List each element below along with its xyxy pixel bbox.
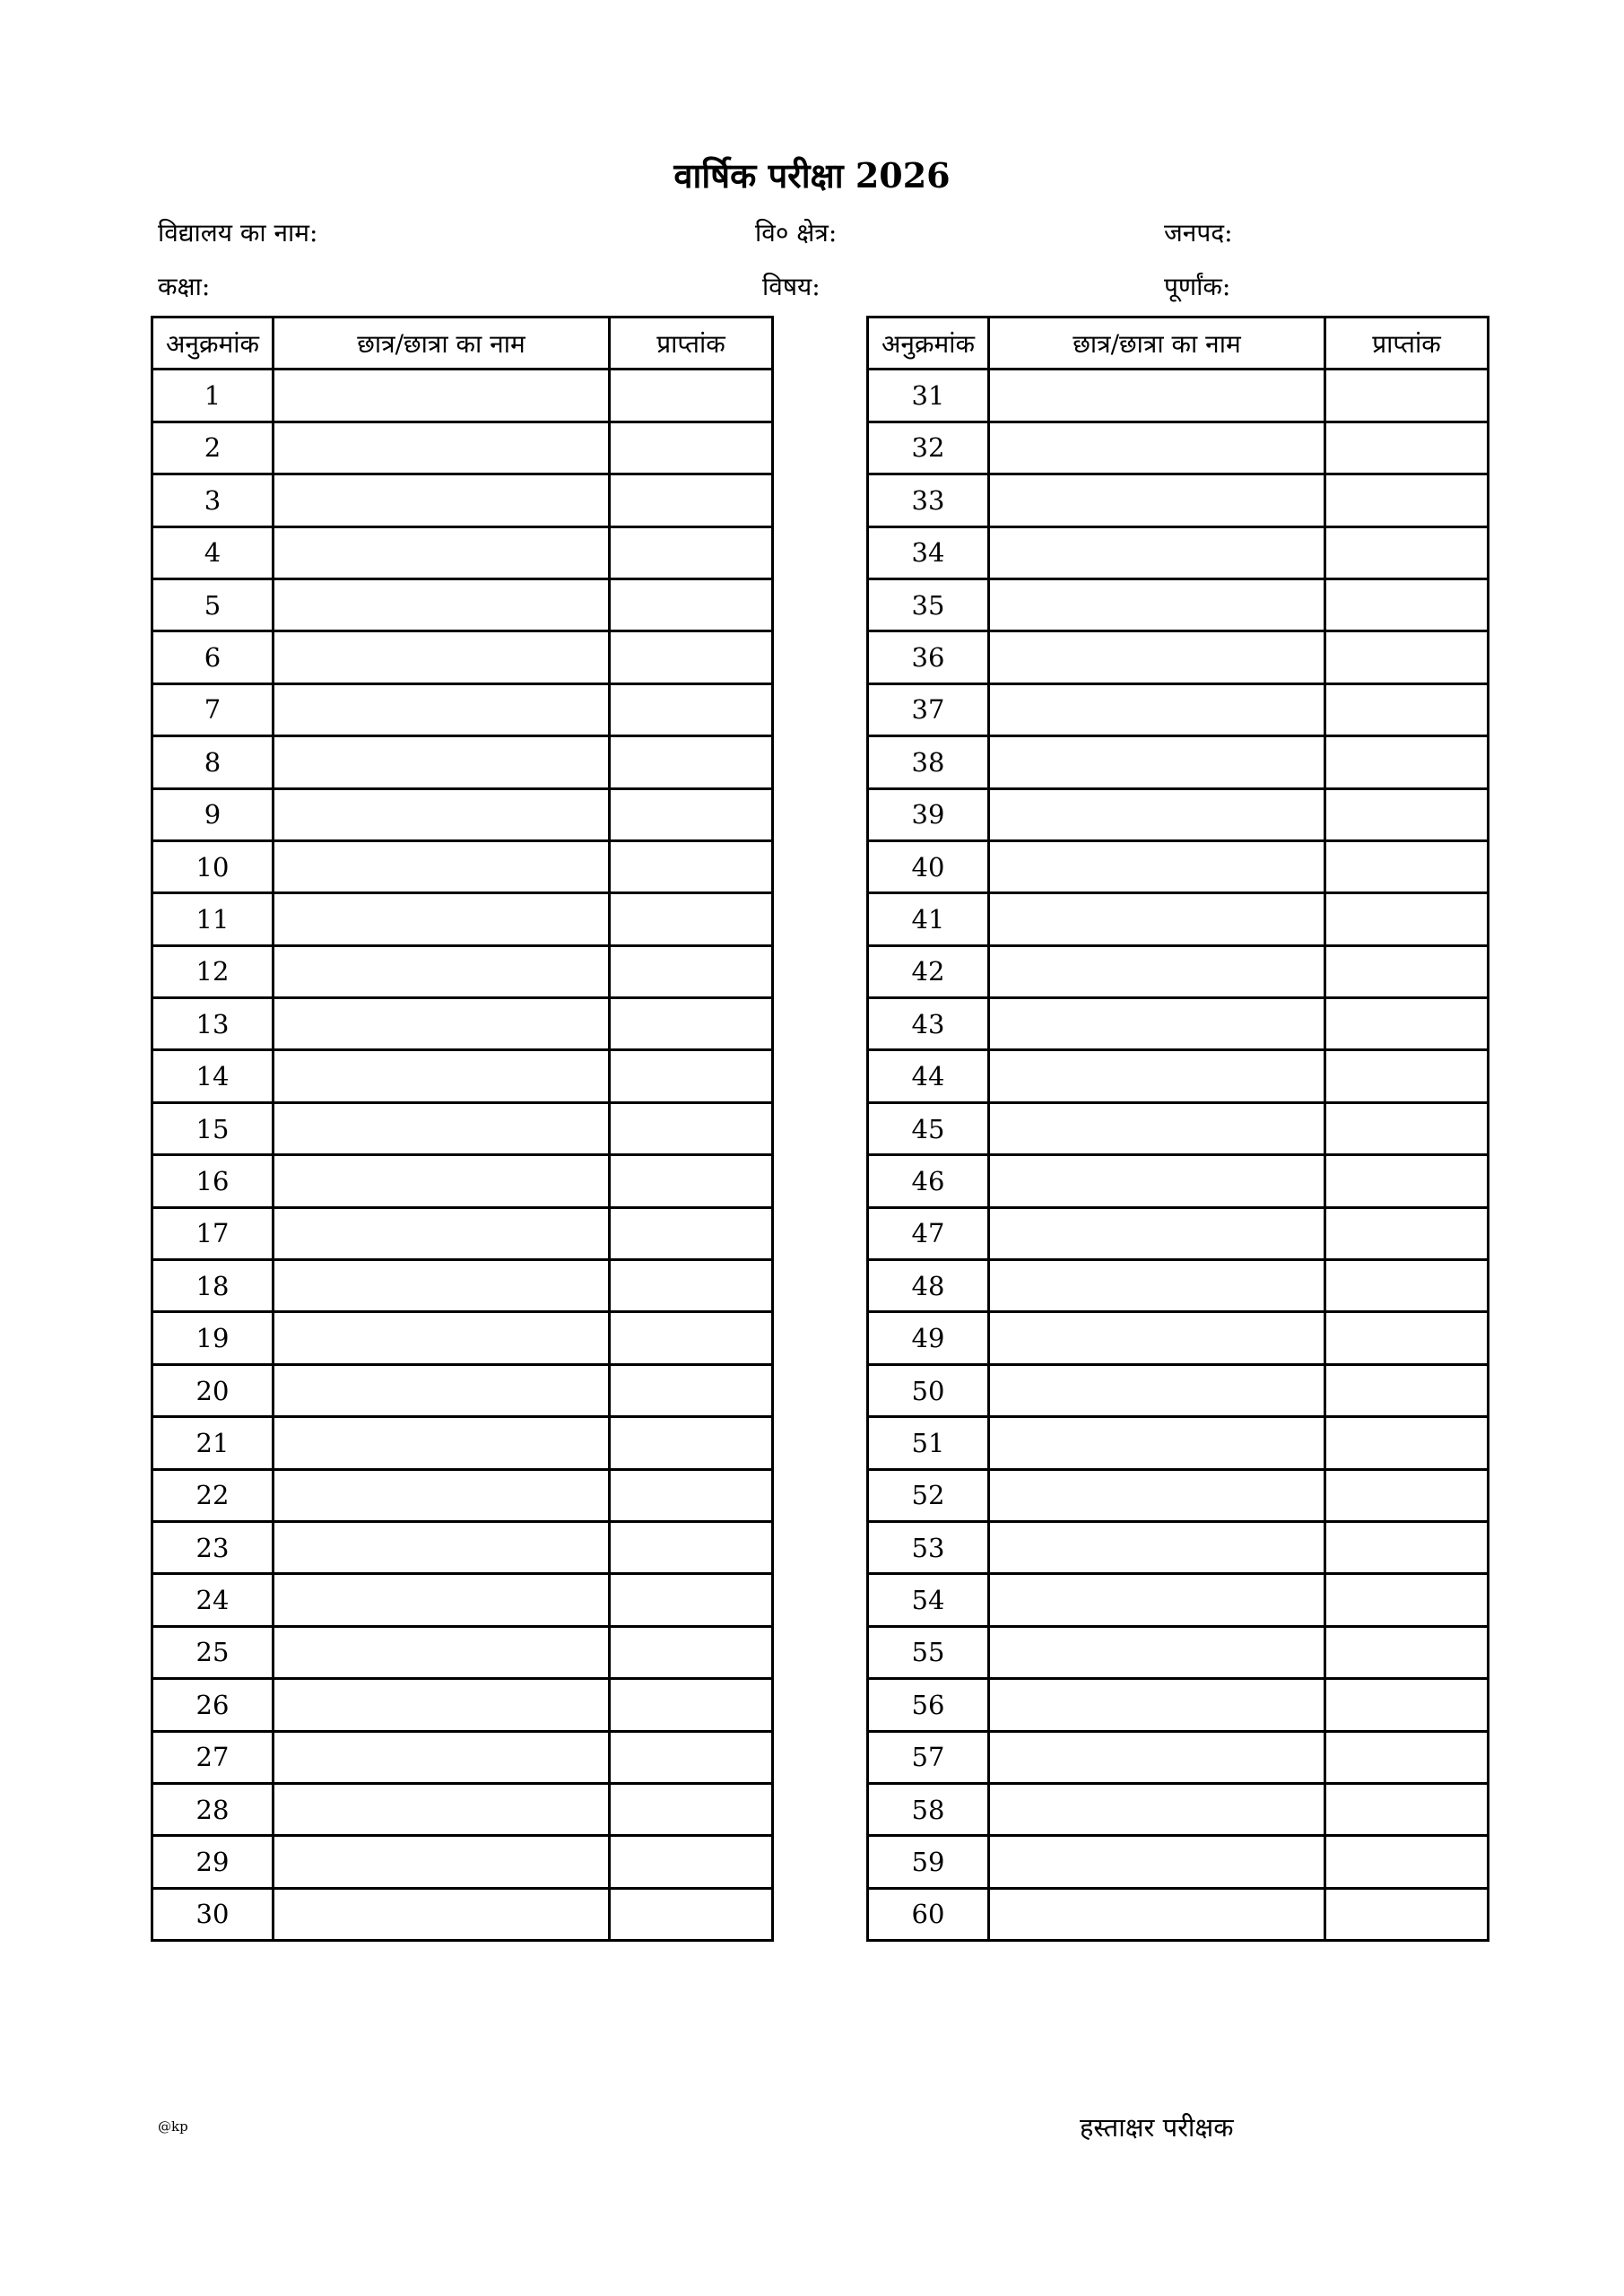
roll-number-cell: 49 [868,1312,989,1364]
student-name-cell[interactable] [989,1050,1325,1102]
marks-table-right [866,316,1489,1942]
marks-obtained-cell[interactable] [1325,1731,1489,1783]
table-row [152,736,773,788]
roll-number-cell: 28 [152,1783,274,1835]
student-name-cell[interactable] [274,422,610,474]
student-name-cell[interactable] [989,1312,1325,1364]
table-row [868,840,1489,892]
table-row [868,1155,1489,1207]
marks-obtained-cell[interactable] [610,474,773,526]
roll-number-cell: 58 [868,1783,989,1835]
table-row [868,1260,1489,1312]
student-name-cell[interactable] [274,526,610,578]
marks-obtained-cell[interactable] [610,631,773,683]
roll-number-cell: 23 [152,1521,274,1573]
marks-obtained-cell[interactable] [1325,1679,1489,1731]
roll-number-cell: 21 [152,1417,274,1469]
student-name-cell[interactable] [274,1417,610,1469]
marks-obtained-cell[interactable] [610,1102,773,1154]
marks-obtained-header: प्राप्तांक [1325,317,1489,370]
marks-obtained-cell[interactable] [610,1679,773,1731]
roll-number-cell: 44 [868,1050,989,1102]
marks-obtained-cell[interactable] [610,998,773,1050]
student-name-cell[interactable] [989,1364,1325,1416]
student-name-cell[interactable] [274,578,610,631]
marks-obtained-cell[interactable] [1325,370,1489,422]
roll-number-cell: 20 [152,1364,274,1416]
roll-number-header: अनुक्रमांक [152,317,274,370]
student-name-cell[interactable] [989,1574,1325,1626]
table-row [868,1888,1489,1940]
student-name-cell[interactable] [274,736,610,788]
marks-obtained-cell[interactable] [1325,1207,1489,1259]
marks-obtained-cell[interactable] [1325,1260,1489,1312]
roll-number-cell: 56 [868,1679,989,1731]
roll-number-cell: 59 [868,1836,989,1888]
roll-number-cell: 8 [152,736,274,788]
marks-obtained-cell[interactable] [610,370,773,422]
student-name-cell[interactable] [989,1417,1325,1469]
student-name-cell[interactable] [274,474,610,526]
roll-number-cell: 9 [152,788,274,840]
roll-number-cell: 37 [868,683,989,735]
roll-number-cell: 26 [152,1679,274,1731]
table-row [868,1417,1489,1469]
student-name-cell[interactable] [989,1888,1325,1940]
roll-number-cell: 32 [868,422,989,474]
table-row [868,1574,1489,1626]
table-row [152,1312,773,1364]
marks-obtained-cell[interactable] [610,1050,773,1102]
student-name-cell[interactable] [274,1260,610,1312]
marks-obtained-cell[interactable] [1325,631,1489,683]
student-name-cell[interactable] [989,578,1325,631]
roll-number-cell: 15 [152,1102,274,1154]
roll-number-cell: 54 [868,1574,989,1626]
student-name-header: छात्र/छात्रा का नाम [274,317,610,370]
student-name-cell[interactable] [274,1469,610,1521]
marks-obtained-cell[interactable] [610,1521,773,1573]
marks-obtained-cell[interactable] [610,893,773,945]
marks-obtained-cell[interactable] [1325,998,1489,1050]
table-row [152,422,773,474]
roll-number-cell: 30 [152,1888,274,1940]
marks-obtained-cell[interactable] [610,1417,773,1469]
student-name-cell[interactable] [989,1626,1325,1678]
table-row [152,1679,773,1731]
marks-obtained-cell[interactable] [610,578,773,631]
marks-obtained-cell[interactable] [1325,422,1489,474]
table-row [152,1155,773,1207]
marks-obtained-header: प्राप्तांक [610,317,773,370]
marks-obtained-cell[interactable] [610,1626,773,1678]
roll-number-cell: 11 [152,893,274,945]
marks-obtained-cell[interactable] [1325,1050,1489,1102]
roll-number-cell: 33 [868,474,989,526]
student-name-cell[interactable] [274,893,610,945]
table-row [868,1050,1489,1102]
table-row [152,1364,773,1416]
roll-number-cell: 3 [152,474,274,526]
creator-mark: @kp [158,2118,188,2135]
area-label: वि० क्षेत्र: [755,218,838,248]
marks-obtained-cell[interactable] [1325,1417,1489,1469]
roll-number-cell: 12 [152,945,274,997]
table-row [868,474,1489,526]
table-row [868,945,1489,997]
table-row [868,1836,1489,1888]
table-row [868,1626,1489,1678]
marks-obtained-cell[interactable] [610,1888,773,1940]
student-name-cell[interactable] [989,788,1325,840]
student-name-cell[interactable] [989,1469,1325,1521]
marks-obtained-cell[interactable] [1325,840,1489,892]
roll-number-cell: 19 [152,1312,274,1364]
marks-obtained-cell[interactable] [1325,474,1489,526]
student-name-cell[interactable] [989,370,1325,422]
roll-number-cell: 4 [152,526,274,578]
roll-number-cell: 40 [868,840,989,892]
roll-number-cell: 10 [152,840,274,892]
table-row [868,1364,1489,1416]
table-row [152,1050,773,1102]
roll-number-cell: 14 [152,1050,274,1102]
table-row [868,370,1489,422]
marks-obtained-cell[interactable] [610,1783,773,1835]
marks-obtained-cell[interactable] [1325,683,1489,735]
roll-number-cell: 43 [868,998,989,1050]
table-row [152,474,773,526]
examiner-signature-label: हस्ताक्षर परीक्षक [1080,2112,1234,2143]
student-name-cell[interactable] [989,1521,1325,1573]
roll-number-cell: 52 [868,1469,989,1521]
marks-obtained-cell[interactable] [1325,893,1489,945]
student-name-cell[interactable] [274,683,610,735]
table-row [152,1836,773,1888]
table-row [152,1102,773,1154]
marks-obtained-cell[interactable] [610,945,773,997]
marks-obtained-cell[interactable] [1325,1574,1489,1626]
student-name-cell[interactable] [274,840,610,892]
student-name-cell[interactable] [989,1207,1325,1259]
class-label: कक्षा: [158,272,211,301]
page-title: वार्षिक परीक्षा 2026 [673,155,951,196]
roll-number-cell: 51 [868,1417,989,1469]
student-name-cell[interactable] [274,998,610,1050]
roll-number-cell: 35 [868,578,989,631]
student-name-cell[interactable] [274,1626,610,1678]
marks-obtained-cell[interactable] [610,1207,773,1259]
student-name-cell[interactable] [989,1731,1325,1783]
school-name-label: विद्यालय का नाम: [158,218,318,248]
table-row [152,683,773,735]
student-name-cell[interactable] [989,1260,1325,1312]
marks-obtained-cell[interactable] [610,840,773,892]
table-row [868,1783,1489,1835]
roll-number-cell: 2 [152,422,274,474]
marks-obtained-cell[interactable] [610,1731,773,1783]
table-row [152,1731,773,1783]
roll-number-cell: 22 [152,1469,274,1521]
table-header-row [152,317,773,370]
table-header-row [868,317,1489,370]
table-row [868,1207,1489,1259]
roll-number-cell: 50 [868,1364,989,1416]
roll-number-cell: 25 [152,1626,274,1678]
table-row [868,1679,1489,1731]
table-row [868,578,1489,631]
roll-number-cell: 60 [868,1888,989,1940]
marks-obtained-cell[interactable] [1325,736,1489,788]
roll-number-cell: 5 [152,578,274,631]
student-name-cell[interactable] [274,1783,610,1835]
student-name-cell[interactable] [274,1521,610,1573]
student-name-cell[interactable] [274,1207,610,1259]
roll-number-cell: 46 [868,1155,989,1207]
student-name-cell[interactable] [989,683,1325,735]
student-name-cell[interactable] [274,1574,610,1626]
student-name-cell[interactable] [989,840,1325,892]
table-row [152,840,773,892]
roll-number-cell: 13 [152,998,274,1050]
marks-obtained-cell[interactable] [1325,578,1489,631]
student-name-cell[interactable] [274,945,610,997]
table-row [152,1626,773,1678]
table-row [868,893,1489,945]
roll-number-cell: 53 [868,1521,989,1573]
table-row [868,788,1489,840]
marks-obtained-cell[interactable] [1325,1888,1489,1940]
subject-label: विषय: [762,272,821,301]
marks-obtained-cell[interactable] [610,683,773,735]
marks-obtained-cell[interactable] [1325,945,1489,997]
marks-obtained-cell[interactable] [1325,1364,1489,1416]
marks-obtained-cell[interactable] [610,1312,773,1364]
roll-number-cell: 29 [152,1836,274,1888]
table-row [868,736,1489,788]
marks-table-left [151,316,774,1942]
roll-number-cell: 45 [868,1102,989,1154]
table-row [152,945,773,997]
table-row [152,893,773,945]
max-marks-label: पूर्णांक: [1164,272,1231,301]
marks-obtained-cell[interactable] [610,526,773,578]
student-name-cell[interactable] [989,526,1325,578]
table-row [868,1312,1489,1364]
marks-obtained-cell[interactable] [1325,1155,1489,1207]
table-row [868,1102,1489,1154]
roll-number-cell: 24 [152,1574,274,1626]
marks-obtained-cell[interactable] [1325,1626,1489,1678]
marks-obtained-cell[interactable] [610,422,773,474]
student-name-cell[interactable] [989,631,1325,683]
table-row [868,998,1489,1050]
marks-obtained-cell[interactable] [610,736,773,788]
marks-obtained-cell[interactable] [1325,1521,1489,1573]
marks-obtained-cell[interactable] [1325,1836,1489,1888]
table-row [152,631,773,683]
roll-number-cell: 39 [868,788,989,840]
student-name-cell[interactable] [274,1364,610,1416]
roll-number-cell: 38 [868,736,989,788]
table-row [868,526,1489,578]
student-name-cell[interactable] [989,422,1325,474]
roll-number-cell: 7 [152,683,274,735]
student-name-cell[interactable] [274,370,610,422]
marks-obtained-cell[interactable] [1325,788,1489,840]
student-name-cell[interactable] [989,1679,1325,1731]
table-row [152,526,773,578]
marks-obtained-cell[interactable] [610,1469,773,1521]
student-name-cell[interactable] [274,631,610,683]
table-row [868,1469,1489,1521]
student-name-header: छात्र/छात्रा का नाम [989,317,1325,370]
table-row [152,1574,773,1626]
roll-number-cell: 47 [868,1207,989,1259]
marks-obtained-cell[interactable] [610,1364,773,1416]
student-name-cell[interactable] [989,1836,1325,1888]
student-name-cell[interactable] [989,945,1325,997]
student-name-cell[interactable] [274,1155,610,1207]
table-row [868,683,1489,735]
marks-obtained-cell[interactable] [610,788,773,840]
district-label: जनपद: [1164,218,1233,248]
student-name-cell[interactable] [989,1155,1325,1207]
roll-number-cell: 27 [152,1731,274,1783]
marks-obtained-cell[interactable] [1325,1469,1489,1521]
roll-number-cell: 1 [152,370,274,422]
student-name-cell[interactable] [989,998,1325,1050]
roll-number-cell: 48 [868,1260,989,1312]
student-name-cell[interactable] [274,1679,610,1731]
marks-obtained-cell[interactable] [1325,1312,1489,1364]
table-row [152,1888,773,1940]
roll-number-cell: 6 [152,631,274,683]
marks-obtained-cell[interactable] [610,1836,773,1888]
roll-number-cell: 42 [868,945,989,997]
student-name-cell[interactable] [989,1783,1325,1835]
roll-number-cell: 55 [868,1626,989,1678]
marks-obtained-cell[interactable] [1325,1783,1489,1835]
table-row [868,422,1489,474]
table-row [152,1469,773,1521]
student-name-cell[interactable] [989,893,1325,945]
table-row [868,1521,1489,1573]
table-row [152,1783,773,1835]
marks-obtained-cell[interactable] [610,1260,773,1312]
table-row [868,631,1489,683]
roll-number-cell: 16 [152,1155,274,1207]
table-row [152,1260,773,1312]
roll-number-cell: 31 [868,370,989,422]
roll-number-cell: 41 [868,893,989,945]
student-name-cell[interactable] [274,1836,610,1888]
roll-number-cell: 36 [868,631,989,683]
roll-number-header: अनुक्रमांक [868,317,989,370]
table-row [152,788,773,840]
student-name-cell[interactable] [274,1312,610,1364]
marks-table-left-body [152,370,773,1941]
student-name-cell[interactable] [274,1731,610,1783]
student-name-cell[interactable] [989,1102,1325,1154]
table-row [152,1207,773,1259]
roll-number-cell: 18 [152,1260,274,1312]
student-name-cell[interactable] [274,1888,610,1940]
roll-number-cell: 34 [868,526,989,578]
marks-obtained-cell[interactable] [1325,1102,1489,1154]
table-row [152,578,773,631]
roll-number-cell: 57 [868,1731,989,1783]
marks-table-right-body [868,370,1489,1941]
marks-obtained-cell[interactable] [1325,526,1489,578]
table-row [152,370,773,422]
table-row [152,1521,773,1573]
roll-number-cell: 17 [152,1207,274,1259]
student-name-cell[interactable] [989,474,1325,526]
student-name-cell[interactable] [274,1102,610,1154]
student-name-cell[interactable] [989,736,1325,788]
table-row [152,998,773,1050]
student-name-cell[interactable] [274,788,610,840]
marks-obtained-cell[interactable] [610,1155,773,1207]
table-row [868,1731,1489,1783]
table-row [152,1417,773,1469]
marks-obtained-cell[interactable] [610,1574,773,1626]
student-name-cell[interactable] [274,1050,610,1102]
